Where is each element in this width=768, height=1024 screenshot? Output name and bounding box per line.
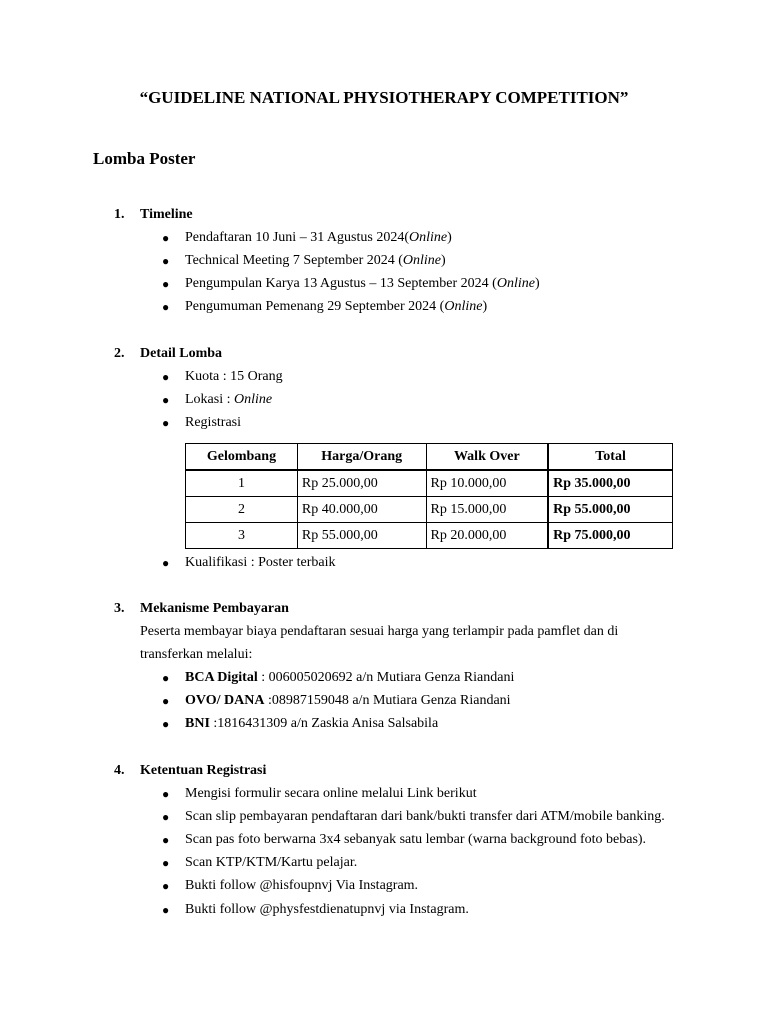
registration-table — [185, 443, 673, 549]
table-row — [186, 523, 673, 549]
section-title-mekanisme-pembayaran: Mekanisme Pembayaran — [140, 601, 289, 616]
bullet-icon: ● — [162, 277, 170, 291]
paragraph-line: Peserta membayar biaya pendaftaran sesuai harga yang terlampir pada pamflet dan di — [140, 624, 619, 639]
bullet-icon: ● — [162, 300, 170, 314]
table-cell: 3 — [186, 523, 298, 549]
bullet-icon: ● — [162, 903, 170, 917]
table-cell: Rp 20.000,00 — [426, 523, 548, 549]
table-cell: Rp 40.000,00 — [297, 497, 426, 523]
table-cell: Rp 55.000,00 — [548, 497, 672, 523]
bullet-icon: ● — [162, 393, 170, 407]
payment-method-item: BNI :1816431309 a/n Zaskia Anisa Salsabila — [185, 716, 439, 731]
bullet-icon: ● — [162, 254, 170, 268]
section-number: 4. — [114, 763, 125, 778]
table-cell: 2 — [186, 497, 298, 523]
payment-method-item: BCA Digital : 006005020692 a/n Mutiara Genza Riandani — [185, 670, 515, 685]
competition-heading: Lomba Poster — [93, 149, 196, 168]
table-cell: 1 — [186, 470, 298, 497]
bullet-icon: ● — [162, 231, 170, 245]
list-item: Lokasi : Online — [185, 392, 273, 407]
table-header-row — [186, 444, 673, 471]
bullet-icon: ● — [162, 671, 170, 685]
list-item: Scan pas foto berwarna 3x4 sebanyak satu lembar (warna background foto bebas). — [185, 832, 647, 847]
bullet-icon: ● — [162, 556, 170, 570]
bullet-icon: ● — [162, 856, 170, 870]
column-header: Walk Over — [426, 444, 548, 471]
payment-method-item: OVO/ DANA :08987159048 a/n Mutiara Genza Riandani — [185, 693, 511, 708]
bullet-icon: ● — [162, 717, 170, 731]
bullet-icon: ● — [162, 833, 170, 847]
table-row — [186, 497, 673, 523]
list-item: Scan KTP/KTM/Kartu pelajar. — [185, 855, 358, 870]
table-cell: Rp 25.000,00 — [297, 470, 426, 497]
section-number: 1. — [114, 207, 125, 222]
list-item: Scan slip pembayaran pendaftaran dari bank/bukti transfer dari ATM/mobile banking. — [185, 809, 665, 824]
column-header: Gelombang — [186, 444, 298, 471]
list-item: Pengumuman Pemenang 29 September 2024 (Online) — [185, 299, 488, 314]
list-item: Kuota : 15 Orang — [185, 369, 283, 384]
list-item: Mengisi formulir secara online melalui Link berikut — [185, 786, 477, 801]
bullet-icon: ● — [162, 370, 170, 384]
bullet-icon: ● — [162, 416, 170, 430]
list-item: Bukti follow @hisfoupnvj Via Instagram. — [185, 878, 419, 893]
list-item: Pendaftaran 10 Juni – 31 Agustus 2024(Online) — [185, 230, 452, 245]
table-cell: Rp 10.000,00 — [426, 470, 548, 497]
section-title-timeline: Timeline — [140, 207, 193, 222]
section-number: 2. — [114, 346, 125, 361]
table-cell: Rp 15.000,00 — [426, 497, 548, 523]
document-title: “GUIDELINE NATIONAL PHYSIOTHERAPY COMPETITION” — [139, 88, 629, 107]
list-item: Pengumpulan Karya 13 Agustus – 13 September 2024 (Online) — [185, 276, 540, 291]
bullet-icon: ● — [162, 787, 170, 801]
table-row — [186, 470, 673, 497]
list-item: Registrasi — [185, 415, 241, 430]
table-cell: Rp 35.000,00 — [548, 470, 672, 497]
paragraph-line: transferkan melalui: — [140, 647, 253, 662]
list-item: Bukti follow @physfestdienatupnvj via Instagram. — [185, 902, 469, 917]
bullet-icon: ● — [162, 694, 170, 708]
bullet-icon: ● — [162, 810, 170, 824]
list-item: Technical Meeting 7 September 2024 (Online) — [185, 253, 446, 268]
table-cell: Rp 75.000,00 — [548, 523, 672, 549]
column-header: Harga/Orang — [297, 444, 426, 471]
section-title-detail-lomba: Detail Lomba — [140, 346, 223, 361]
column-header: Total — [548, 444, 672, 471]
section-number: 3. — [114, 601, 125, 616]
list-item: Kualifikasi : Poster terbaik — [185, 555, 336, 570]
table-cell: Rp 55.000,00 — [297, 523, 426, 549]
bullet-icon: ● — [162, 879, 170, 893]
section-title-ketentuan-registrasi: Ketentuan Registrasi — [140, 763, 267, 778]
